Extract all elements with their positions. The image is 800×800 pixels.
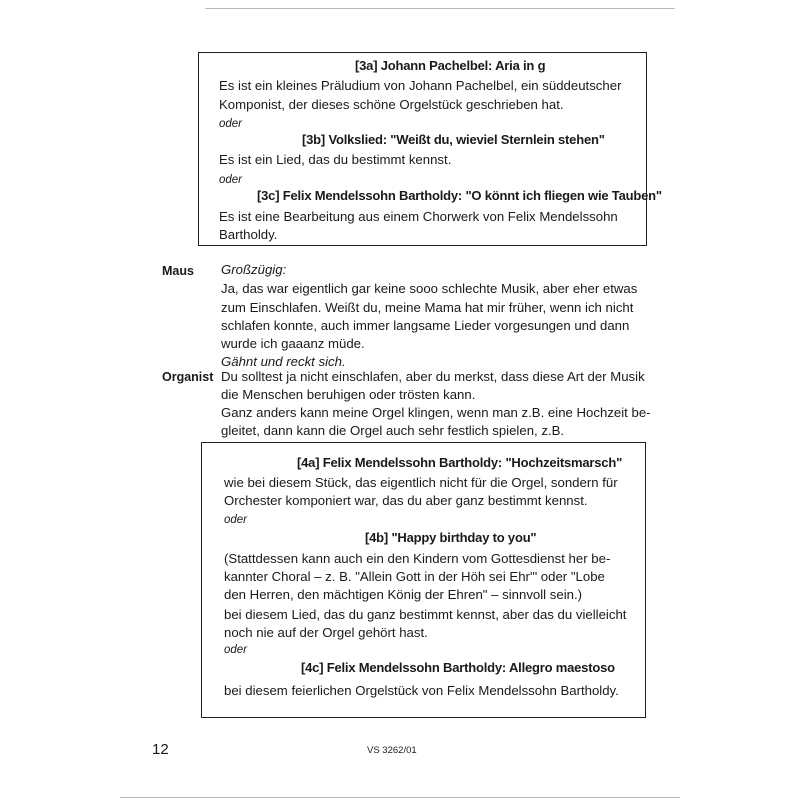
- text-3a-line-1: Es ist ein kleines Präludium von Johann Pachelbel, ein süddeutscher: [219, 78, 622, 93]
- heading-3a: [3a] Johann Pachelbel: Aria in g: [355, 58, 546, 73]
- oder-label: oder: [219, 118, 243, 130]
- scan-edge-bottom: [120, 797, 680, 798]
- page-number: 12: [152, 741, 169, 758]
- publication-code: VS 3262/01: [367, 745, 417, 756]
- dialogue-line: Ja, das war eigentlich gar keine sooo schlechte Musik, aber eher etwas: [221, 281, 638, 296]
- note-4b-line-1: (Stattdessen kann auch ein den Kindern vom Gottesdienst her be-: [224, 551, 611, 566]
- heading-4a: [4a] Felix Mendelssohn Bartholdy: "Hochzeitsmarsch": [297, 455, 623, 470]
- stage-direction: Gähnt und reckt sich.: [221, 354, 346, 369]
- dialogue-line: schlafen konnte, auch immer langsame Lieder vorgesungen und dann: [221, 318, 630, 333]
- heading-3b: [3b] Volkslied: "Weißt du, wieviel Sternlein stehen": [302, 132, 605, 147]
- dialogue-line: Ganz anders kann meine Orgel klingen, wenn man z.B. eine Hochzeit be-: [221, 405, 651, 420]
- text-4a-line-2: Orchester komponiert war, das du aber ganz bestimmt kennst.: [224, 493, 588, 508]
- oder-label: oder: [224, 644, 248, 656]
- text-3b-line-1: Es ist ein Lied, das du bestimmt kennst.: [219, 152, 452, 167]
- dialogue-line: gleitet, dann kann die Orgel auch sehr festlich spielen, z.B.: [221, 423, 565, 438]
- note-4b-line-3: den Herren, den mächtigen König der Ehren" – sinnvoll sein.): [224, 587, 583, 602]
- text-3c-line-1: Es ist eine Bearbeitung aus einem Chorwerk von Felix Mendelssohn: [219, 209, 618, 224]
- text-4c-line-1: bei diesem feierlichen Orgelstück von Felix Mendelssohn Bartholdy.: [224, 683, 619, 698]
- heading-3c: [3c] Felix Mendelssohn Bartholdy: "O könnt ich fliegen wie Tauben": [257, 188, 662, 203]
- text-3a-line-2: Komponist, der dieses schöne Orgelstück geschrieben hat.: [219, 97, 564, 112]
- dialogue-line: Du solltest ja nicht einschlafen, aber du merkst, dass diese Art der Musik: [221, 369, 645, 384]
- stage-direction: Großzügig:: [221, 262, 287, 277]
- text-4b-line-1: bei diesem Lied, das du ganz bestimmt kennst, aber das du vielleicht: [224, 607, 627, 622]
- speaker-maus: Maus: [162, 264, 194, 278]
- text-4a-line-1: wie bei diesem Stück, das eigentlich nicht für die Orgel, sondern für: [224, 475, 618, 490]
- text-3c-line-2: Bartholdy.: [219, 227, 278, 242]
- note-4b-line-2: kannter Choral – z. B. "Allein Gott in der Höh sei Ehr'" oder "Lobe: [224, 569, 605, 584]
- text-4b-line-2: noch nie auf der Orgel gehört hast.: [224, 625, 428, 640]
- speaker-organist: Organist: [162, 370, 214, 384]
- music-options-box-4: [201, 442, 646, 718]
- heading-4b: [4b] "Happy birthday to you": [365, 530, 537, 545]
- music-options-box-3: [198, 52, 662, 246]
- oder-label: oder: [224, 514, 248, 526]
- scan-edge-top: [205, 8, 675, 9]
- oder-label: oder: [219, 174, 243, 186]
- dialogue-line: die Menschen beruhigen oder trösten kann.: [221, 387, 476, 402]
- dialogue-line: zum Einschlafen. Weißt du, meine Mama hat mir früher, wenn ich nicht: [221, 300, 634, 315]
- dialogue-line: wurde ich gaaanz müde.: [221, 336, 365, 351]
- heading-4c: [4c] Felix Mendelssohn Bartholdy: Allegro maestoso: [301, 660, 615, 675]
